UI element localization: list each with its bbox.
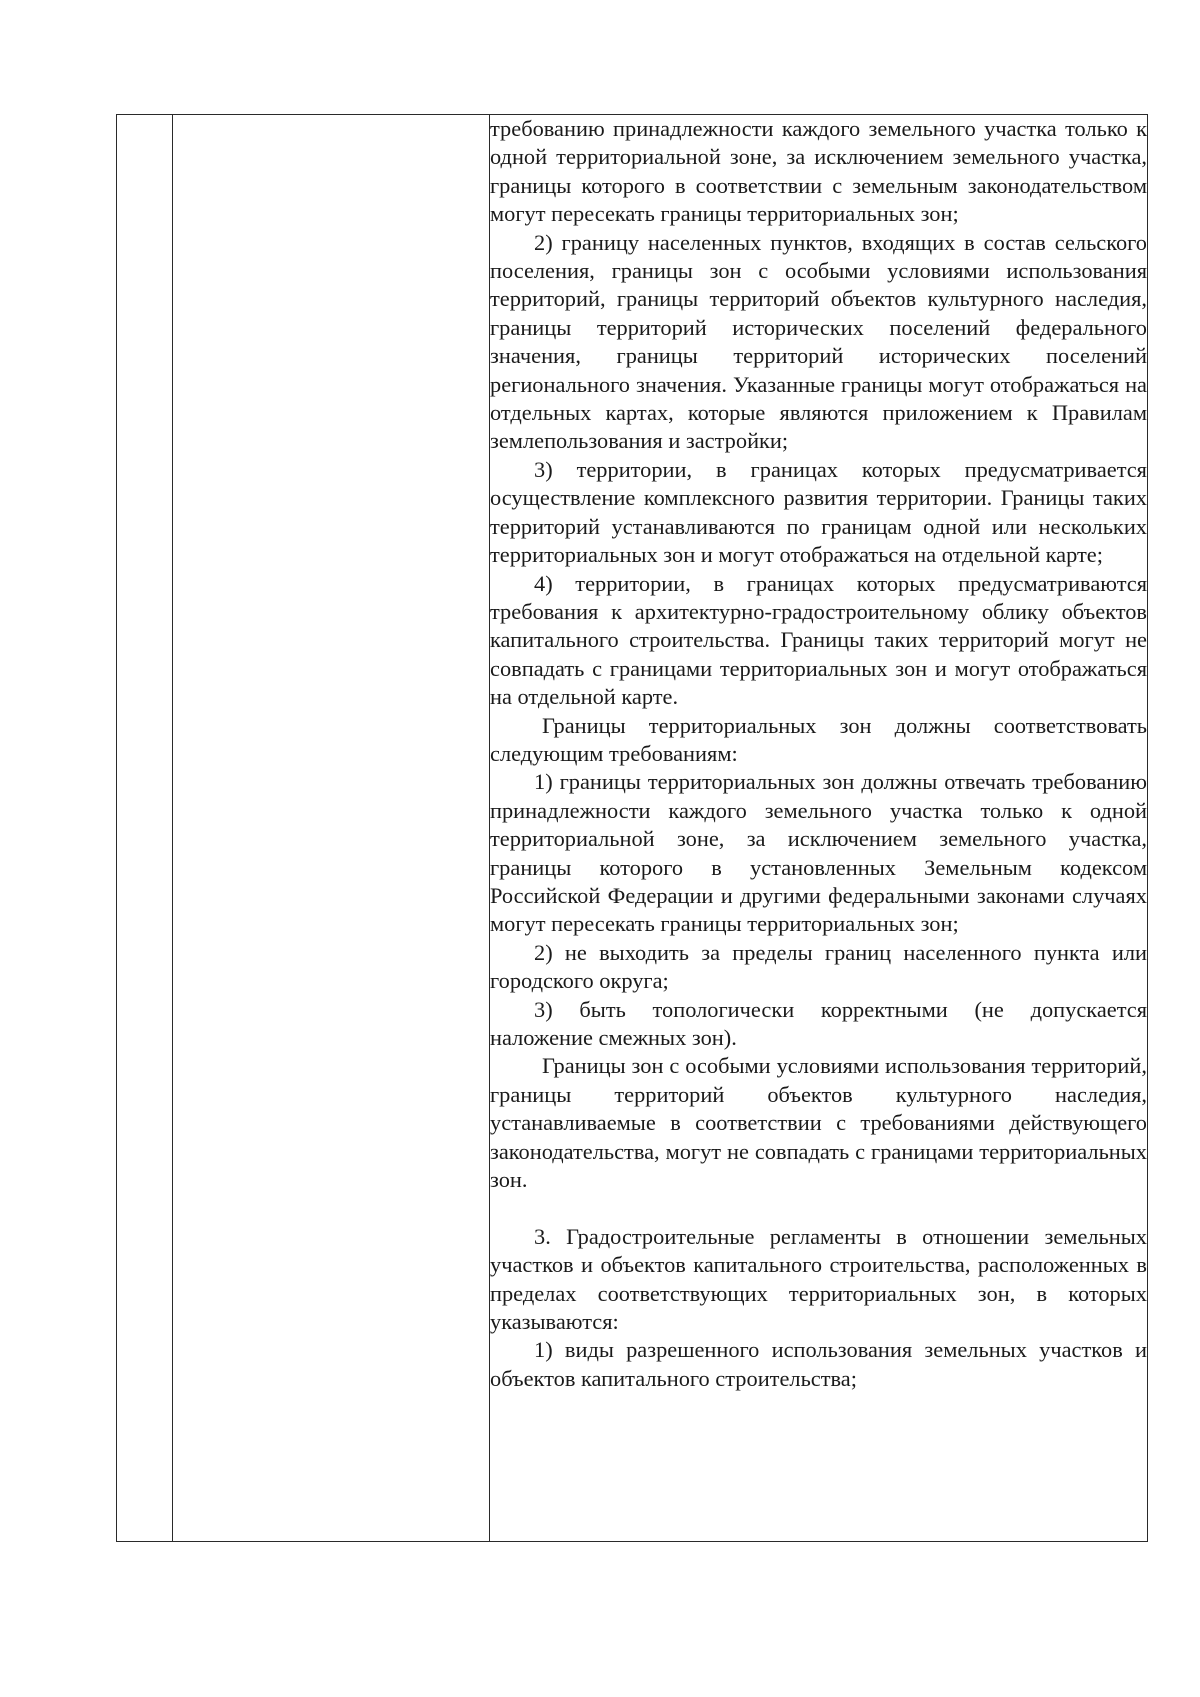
title-column-cell bbox=[173, 115, 490, 1542]
paragraph-zone-requirements: Границы территориальных зон должны соответствовать следующим требованиям: bbox=[490, 712, 1147, 766]
paragraph-special-zones: Границы зон с особыми условиями использования территорий, границы территорий объектов культурного наследия, устанавливаемые в соответствии с требованиями действующего законодательства, могут не совпадать с границами территориальных зон. bbox=[490, 1053, 1147, 1193]
paragraph-item-2: 2) границу населенных пунктов, входящих в состав сельского поселения, границы зон с особыми условиями использования территорий, границы территорий объектов культурного наследия, границы территорий исторических поселений федерального значения, границы территорий исторических поселений регионального значения. Указанные границы могут отображаться на отдельных картах, которые являются приложением к Правилам землепользования и застройки; bbox=[490, 229, 1147, 454]
paragraph-section-3-item-1: 1) виды разрешенного использования земельных участков и объектов капитального строительства; bbox=[490, 1337, 1147, 1391]
number-column-cell bbox=[117, 115, 173, 1542]
paragraph-item-4: 4) территории, в границах которых предусматриваются требования к архитектурно-градостроительному облику объектов капитального строительства. Границы таких территорий могут не совпадать с границами территориальных зон и могут отображаться на отдельной карте. bbox=[490, 570, 1147, 710]
paragraph-spacer bbox=[490, 1194, 1147, 1222]
table-row bbox=[117, 115, 1148, 1542]
content-column-cell bbox=[490, 115, 1148, 1542]
document-table bbox=[116, 114, 1148, 1542]
paragraph-requirement-3: 3) быть топологически корректными (не допускается наложение смежных зон). bbox=[490, 996, 1147, 1050]
paragraph-continuation: требованию принадлежности каждого земельного участка только к одной территориальной зоне, за исключением земельного участка, границы которого в соответствии с земельным законодательством могут пересекать границы территориальных зон; bbox=[490, 116, 1147, 227]
paragraph-requirement-1: 1) границы территориальных зон должны отвечать требованию принадлежности каждого земельного участка только к одной территориальной зоне, за исключением земельного участка, границы которого в установленных Земельным кодексом Российской Федерации и другими федеральными законами случаях могут пересекать границы территориальных зон; bbox=[490, 769, 1147, 937]
paragraph-section-3: 3. Градостроительные регламенты в отношении земельных участков и объектов капитального строительства, расположенных в пределах соответствующих территориальных зон, в которых указываются: bbox=[490, 1223, 1147, 1335]
paragraph-requirement-2: 2) не выходить за пределы границ населенного пункта или городского округа; bbox=[490, 939, 1147, 994]
paragraph-item-3: 3) территории, в границах которых предусматривается осуществление комплексного развития территории. Границы таких территорий устанавливаются по границам одной или нескольких территориальных зон и могут отображаться на отдельной карте; bbox=[490, 456, 1147, 568]
